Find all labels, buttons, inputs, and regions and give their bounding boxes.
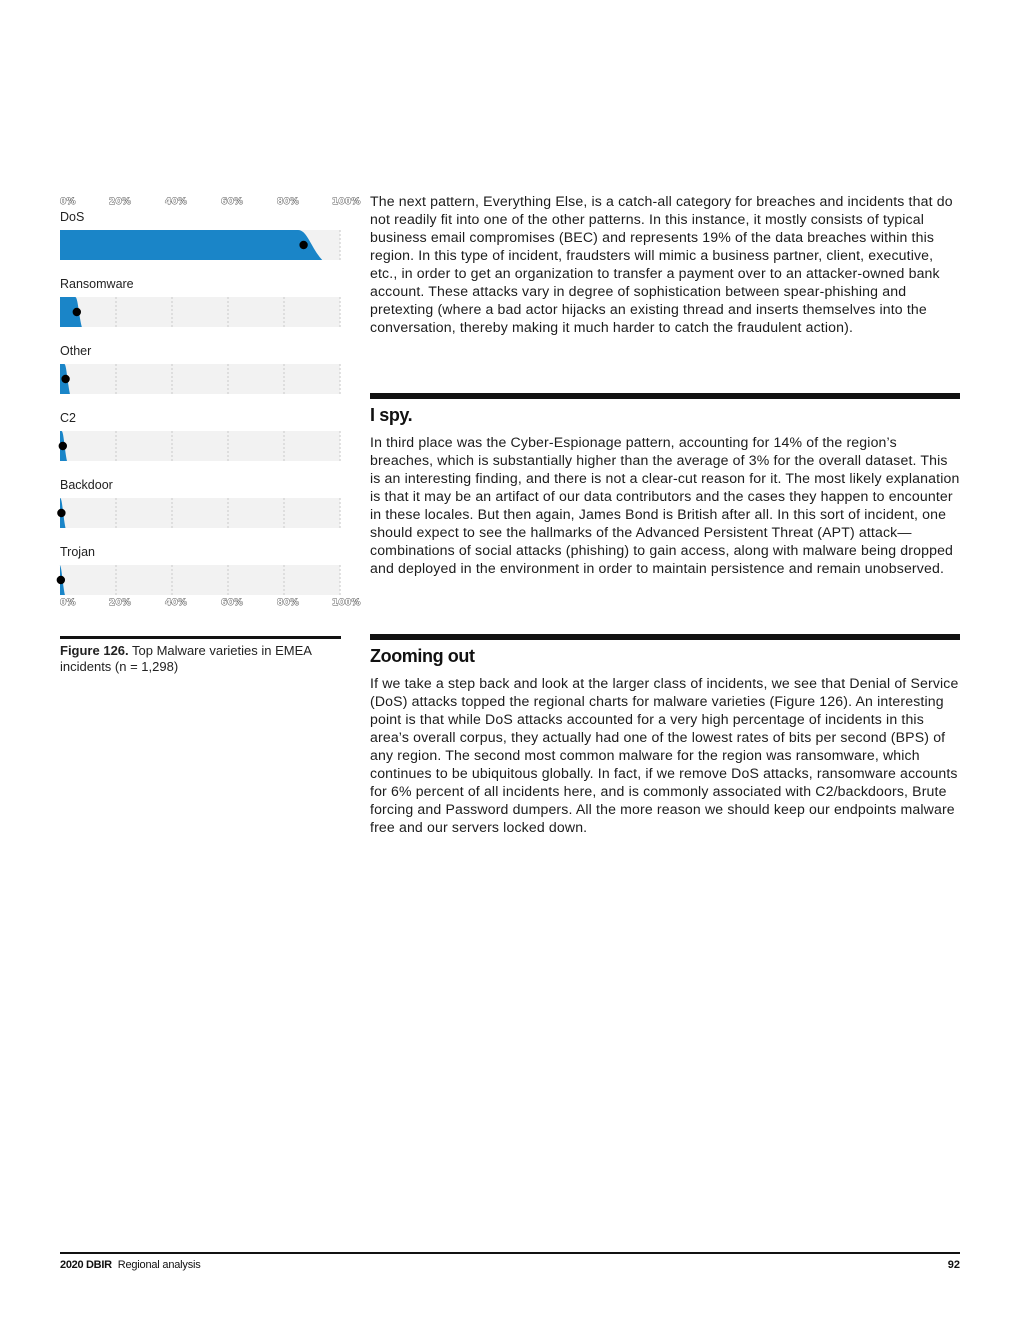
figure-caption <box>60 643 345 674</box>
paragraph-everything-else: The next pattern, Everything Else, is a catch-all category for breaches and incidents that do not readily fit into one of the other patterns. In this instance, it mostly consists of typical business email compromises (BEC) and represents 19% of the data breaches within this region. In this type of incident, fraudsters will mimic a business partner, client, executive, etc., in order to get an organization to transfer a payment over to an attacker-owned bank account. These attacks vary in degree of sophistication between spear-phishing and pretexting (where a bad actor hijacks an existing thread and inserts themselves into the conversation, thereby making it much harder to catch the fraudulent action). <box>370 193 953 335</box>
footer-report-name: 2020 DBIR <box>60 1259 112 1271</box>
chart-canvas <box>56 190 361 610</box>
value-marker <box>57 509 65 517</box>
heading-zooming-out: Zooming out <box>370 646 475 666</box>
value-marker <box>61 375 69 383</box>
category-label: DoS <box>60 210 85 224</box>
top-tick-label: 20% <box>109 197 132 207</box>
category-label: C2 <box>60 411 76 425</box>
section-rule <box>370 393 960 399</box>
paragraph-cyber-espionage: In third place was the Cyber-Espionage pattern, accounting for 14% of the region’s breaches, which is substantially higher than the average of 3% for the overall dataset. This is an interesting finding, and there is not a clear-cut reason for it. The most likely explanation is that it may be an artifact of our data contributors and the cases they happen to encounter in these locales. But then again, James Bond is British after all. In this sort of incident, one should expect to see the hallmarks of the Advanced Persistent Threat (APT) attack— combinations of social attacks (phishing) to gain access, along with malware being dropped and deployed in the environment in order to maintain persistence and remain unobserved. <box>370 434 960 576</box>
bottom-tick-label: 80% <box>277 598 300 608</box>
section-rule <box>370 634 960 640</box>
category-label: Ransomware <box>60 277 134 291</box>
bar-track <box>60 498 340 528</box>
top-tick-label: 0% <box>60 197 76 207</box>
figure-caption-text: Top Malware varieties in EMEA incidents (n = 1,298) <box>60 643 312 674</box>
category-label: Backdoor <box>60 478 113 492</box>
footer-section-name: Regional analysis <box>117 1259 201 1271</box>
bottom-tick-label: 100% <box>332 598 361 608</box>
bar-track <box>60 364 340 394</box>
category-label: Other <box>60 344 92 358</box>
value-marker <box>299 241 307 249</box>
bar-track <box>60 431 340 461</box>
top-tick-label: 80% <box>277 197 300 207</box>
bar-track <box>60 565 340 595</box>
bottom-tick-label: 60% <box>221 598 244 608</box>
bottom-tick-label: 0% <box>60 598 76 608</box>
value-marker <box>57 576 65 584</box>
bottom-tick-label: 20% <box>109 598 132 608</box>
malware-varieties-chart <box>56 190 361 610</box>
footer-title <box>60 1259 201 1271</box>
footer-rule <box>60 1252 960 1254</box>
figure-label: Figure 126. <box>60 643 129 658</box>
value-marker <box>73 308 81 316</box>
top-tick-label: 60% <box>221 197 244 207</box>
top-tick-label: 40% <box>165 197 188 207</box>
value-marker <box>59 442 67 450</box>
caption-rule <box>60 636 341 639</box>
bar-track <box>60 297 340 327</box>
page-number: 92 <box>947 1259 960 1271</box>
paragraph-zooming-out: If we take a step back and look at the larger class of incidents, we see that Denial of Service (DoS) attacks topped the regional charts for malware varieties (Figure 126). An interesting point is that while DoS attacks accounted for a very high percentage of incidents in this area’s overall corpus, they actually had one of the lowest rates of bits per second (BPS) of any region. The second most common malware for the region was ransomware, which continues to be ubiquitous globally. In fact, if we remove DoS attacks, ransomware accounts for 6% percent of all incidents here, and is commonly associated with C2/backdoors, Brute forcing and Password dumpers. All the more reason we should keep our endpoints malware free and our servers locked down. <box>370 675 959 835</box>
bar-dos <box>60 230 322 260</box>
heading-i-spy: I spy. <box>370 405 413 425</box>
top-tick-label: 100% <box>332 197 361 207</box>
category-label: Trojan <box>60 545 95 559</box>
bottom-tick-label: 40% <box>165 598 188 608</box>
